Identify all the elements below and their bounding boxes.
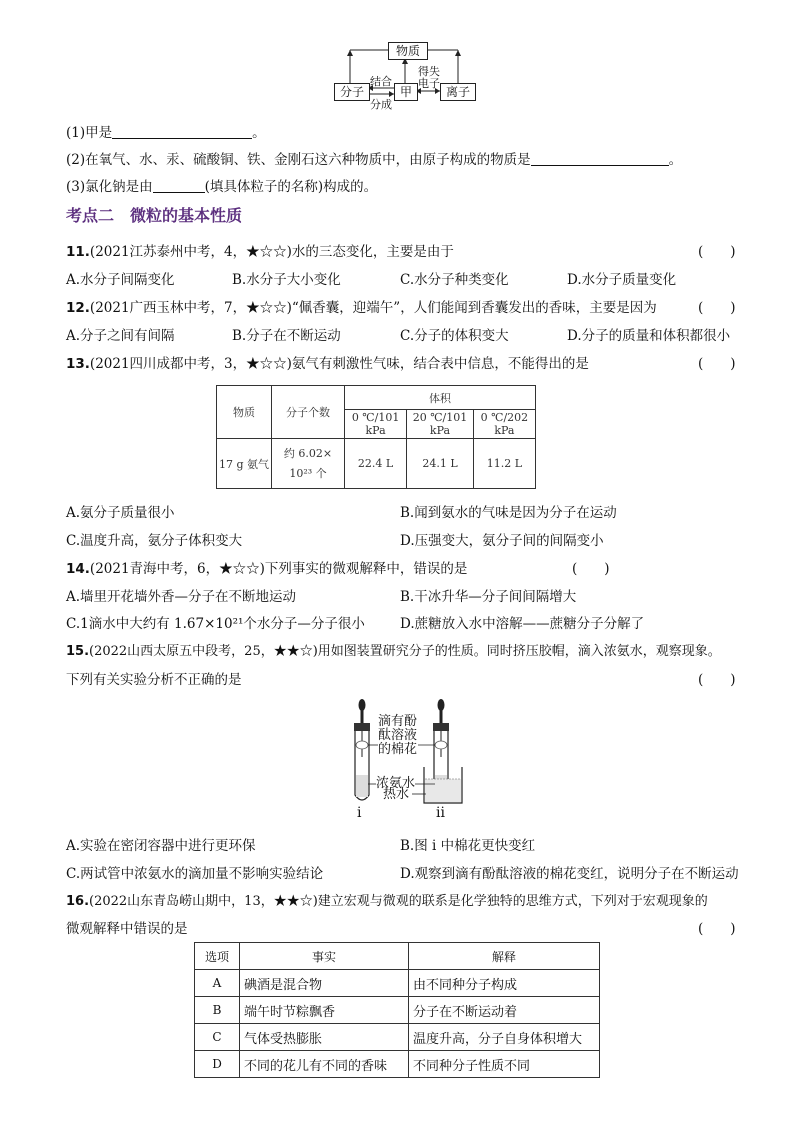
q16-row-c-option: C xyxy=(195,1024,240,1051)
q15-label-phenolphthalein-3: 的棉花 xyxy=(378,742,418,757)
q13-answer-paren[interactable]: ( ) xyxy=(698,356,736,372)
q16-row-c-explain: 温度升高，分子自身体积增大 xyxy=(409,1024,600,1051)
q11-option-a[interactable]: A.水分子间隔变化 xyxy=(66,272,175,288)
q15-option-b[interactable]: B.图 i 中棉花更快变红 xyxy=(400,838,536,854)
q13-stem-text: (2021四川成都中考，3，★☆☆)氨气有刺激性气味，结合表中信息，不能得出的是 xyxy=(89,356,589,372)
q13-number: 13. xyxy=(66,356,90,372)
q16-stem-line1 xyxy=(66,890,708,909)
q15-apparatus-figure xyxy=(340,697,480,822)
q14-option-c[interactable]: C.1滴水中大约有 1.67×10²¹个水分子—分子很小 xyxy=(66,616,365,632)
q15-label-hot-water: 热水 xyxy=(383,787,410,802)
diagram-molecule-box: 分子 xyxy=(334,83,370,101)
q13-col-3: 0 ℃/202 kPa xyxy=(473,410,535,439)
q13-volume-1: 22.4 L xyxy=(345,439,407,489)
q13-header-count: 分子个数 xyxy=(272,386,345,439)
q15-label-phenolphthalein-2: 酞溶液 xyxy=(378,728,418,743)
q10-sub2-end: 。 xyxy=(668,152,683,168)
q15-option-d[interactable]: D.观察到滴有酚酞溶液的棉花变红，说明分子在不断运动 xyxy=(400,866,739,882)
q14-number: 14. xyxy=(66,561,90,577)
q11-stem xyxy=(66,240,454,260)
q14-stem-text: (2021青海中考，6，★☆☆)下列事实的微观解释中，错误的是 xyxy=(89,561,468,577)
q10-sub2-text: (2)在氧气、水、汞、硫酸铜、铁、金刚石这六种物质中，由原子构成的物质是 xyxy=(66,152,531,168)
q12-stem xyxy=(66,296,657,316)
q15-stem-text1: (2022山西太原五中段考，25，★★☆)用如图装置研究分子的性质。同时挤压胶帽，滴入浓氨水，观察现象。 xyxy=(89,644,721,659)
diagram-ion-box: 离子 xyxy=(440,83,476,101)
q13-option-b[interactable]: B.闻到氨水的气味是因为分子在运动 xyxy=(400,505,617,521)
q13-option-c[interactable]: C.温度升高，氨分子体积变大 xyxy=(66,533,243,549)
q13-stem xyxy=(66,352,589,372)
q10-sub3-blank[interactable] xyxy=(153,178,205,193)
q12-option-a[interactable]: A.分子之间有间隔 xyxy=(66,328,175,344)
q15-label-ii: ii xyxy=(436,805,445,821)
q15-option-a[interactable]: A.实验在密闭容器中进行更环保 xyxy=(66,838,256,854)
q11-stem-text: (2021江苏泰州中考，4，★☆☆)水的三态变化，主要是由于 xyxy=(89,244,454,260)
diagram-split-label: 分成 xyxy=(370,98,392,111)
q12-option-d[interactable]: D.分子的质量和体积都很小 xyxy=(567,328,731,344)
q16-stem-line2: 微观解释中错误的是 xyxy=(66,921,188,937)
q16-number: 16. xyxy=(66,894,90,909)
q13-volume-2: 24.1 L xyxy=(407,439,474,489)
q16-header-fact: 事实 xyxy=(240,943,409,970)
q13-row-count xyxy=(272,439,345,489)
q11-number: 11. xyxy=(66,244,90,260)
q10-sub3-text: (3)氯化钠是由 xyxy=(66,179,153,195)
q15-stem-line1 xyxy=(66,640,721,659)
q16-row-d-option: D xyxy=(195,1051,240,1078)
q15-number: 15. xyxy=(66,644,90,659)
q10-sub1 xyxy=(66,121,266,141)
q14-stem xyxy=(66,557,467,577)
q11-option-c[interactable]: C.水分子种类变化 xyxy=(400,272,509,288)
q15-stem-line2: 下列有关实验分析不正确的是 xyxy=(66,672,242,688)
q13-option-a[interactable]: A.氨分子质量很小 xyxy=(66,505,175,521)
q16-row-b-explain: 分子在不断运动着 xyxy=(409,997,600,1024)
q10-sub2 xyxy=(66,148,682,168)
q16-row-a-option: A xyxy=(195,970,240,997)
q16-row-d-fact: 不同的花儿有不同的香味 xyxy=(240,1051,409,1078)
q14-option-d[interactable]: D.蔗糖放入水中溶解——蔗糖分子分解了 xyxy=(400,616,645,632)
q10-sub1-end: 。 xyxy=(252,125,266,141)
q10-sub2-blank[interactable] xyxy=(531,151,669,166)
particle-diagram xyxy=(330,38,480,111)
q12-option-c[interactable]: C.分子的体积变大 xyxy=(400,328,509,344)
q13-data-table xyxy=(216,385,536,489)
q16-row-a-explain: 由不同种分子构成 xyxy=(409,970,600,997)
q13-row-count-line2: 10²³ 个 xyxy=(289,466,327,480)
q16-answer-paren[interactable]: ( ) xyxy=(698,921,736,937)
q16-row-b-fact: 端午时节粽飘香 xyxy=(240,997,409,1024)
q16-row-d-explain: 不同种分子性质不同 xyxy=(409,1051,600,1078)
q10-sub3 xyxy=(66,175,377,195)
q10-sub3-end: (填具体粒子的名称)构成的。 xyxy=(204,179,378,195)
q13-row-count-line1: 约 6.02× xyxy=(283,446,333,460)
q13-header-volume: 体积 xyxy=(345,386,536,410)
q16-row-a-fact: 碘酒是混合物 xyxy=(240,970,409,997)
q13-row-substance: 17 g 氨气 xyxy=(217,439,272,489)
q13-header-substance: 物质 xyxy=(217,386,272,439)
q14-answer-paren[interactable]: ( ) xyxy=(572,561,610,577)
q15-label-ammonia: 浓氨水 xyxy=(376,776,416,791)
diagram-gain-lose-label-1: 得失 xyxy=(418,65,440,78)
q16-row-b-option: B xyxy=(195,997,240,1024)
q14-option-b[interactable]: B.干冰升华—分子间间隔增大 xyxy=(400,589,577,605)
q13-col-1: 0 ℃/101 kPa xyxy=(345,410,407,439)
diagram-jia-box: 甲 xyxy=(394,83,418,101)
q10-sub1-blank[interactable] xyxy=(112,124,252,139)
q10-sub1-text: (1)甲是 xyxy=(66,125,113,141)
q16-table xyxy=(194,942,600,1078)
q15-option-c[interactable]: C.两试管中浓氨水的滴加量不影响实验结论 xyxy=(66,866,324,882)
q12-option-b[interactable]: B.分子在不断运动 xyxy=(232,328,341,344)
q15-label-phenolphthalein-1: 滴有酚 xyxy=(378,714,418,729)
diagram-combine-label: 结合 xyxy=(370,75,392,88)
q12-number: 12. xyxy=(66,300,90,316)
q13-volume-3: 11.2 L xyxy=(473,439,535,489)
q16-header-option: 选项 xyxy=(195,943,240,970)
q13-option-d[interactable]: D.压强变大，氨分子间的间隔变小 xyxy=(400,533,604,549)
q11-option-d[interactable]: D.水分子质量变化 xyxy=(567,272,677,288)
section-heading: 考点二 微粒的基本性质 xyxy=(66,206,243,225)
q12-answer-paren[interactable]: ( ) xyxy=(698,300,736,316)
q15-label-i: i xyxy=(357,805,362,821)
diagram-gain-lose-label-2: 电子 xyxy=(418,77,440,90)
q15-answer-paren[interactable]: ( ) xyxy=(698,672,736,688)
q16-row-c-fact: 气体受热膨胀 xyxy=(240,1024,409,1051)
q11-answer-paren[interactable]: ( ) xyxy=(698,244,736,260)
q16-header-explain: 解释 xyxy=(409,943,600,970)
q16-stem-text1: (2022山东青岛崂山期中，13，★★☆)建立宏观与微观的联系是化学独特的思维方式，下列对于宏观现象的 xyxy=(89,894,708,909)
q13-col-2: 20 ℃/101 kPa xyxy=(407,410,474,439)
q11-option-b[interactable]: B.水分子大小变化 xyxy=(232,272,341,288)
q14-option-a[interactable]: A.墙里开花墙外香—分子在不断地运动 xyxy=(66,589,297,605)
q12-stem-text: (2021广西玉林中考，7，★☆☆)“佩香囊，迎端午”，人们能闻到香囊发出的香味，主要是因为 xyxy=(89,300,657,316)
diagram-substance-box: 物质 xyxy=(388,42,428,60)
